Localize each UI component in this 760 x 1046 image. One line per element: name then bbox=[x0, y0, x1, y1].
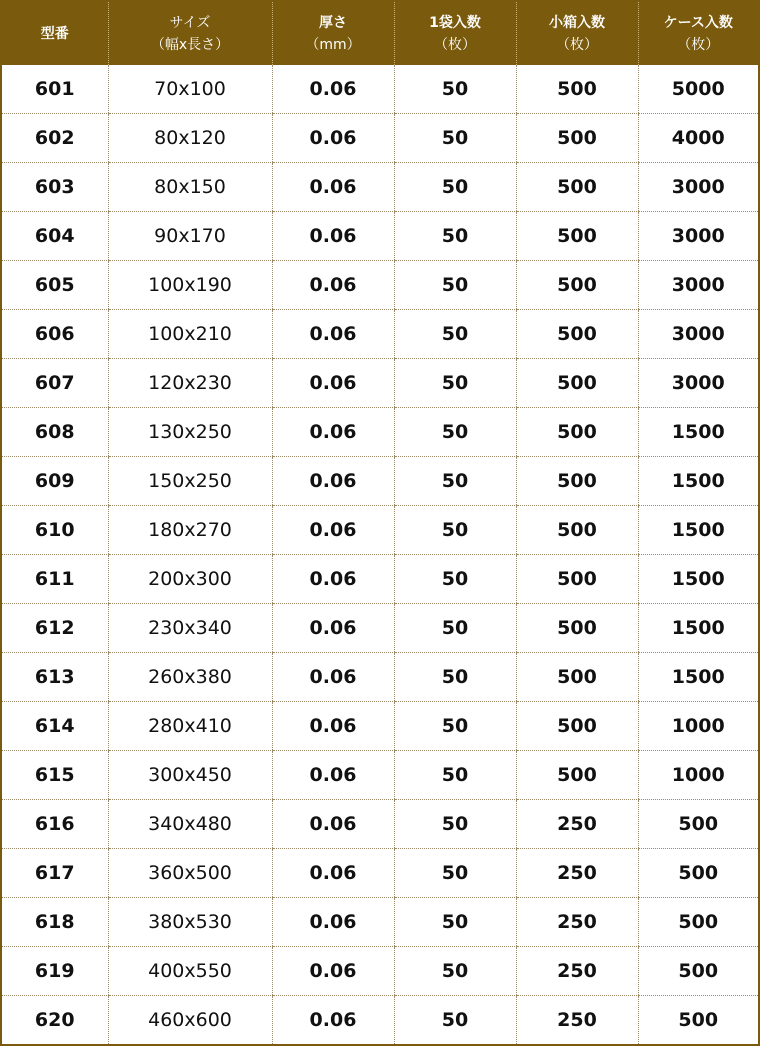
cell-thickness: 0.06 bbox=[272, 604, 394, 653]
cell-per-bag: 50 bbox=[394, 65, 516, 114]
header-per-small-box-unit: （枚） bbox=[556, 36, 598, 53]
cell-model-number: 613 bbox=[2, 653, 108, 702]
cell-size: 180x270 bbox=[108, 506, 272, 555]
cell-per-bag: 50 bbox=[394, 604, 516, 653]
table-row bbox=[2, 212, 758, 261]
cell-per-case: 1000 bbox=[638, 702, 758, 751]
table-row bbox=[2, 359, 758, 408]
header-model-number-label: 型番 bbox=[40, 25, 69, 42]
cell-model-number: 616 bbox=[2, 800, 108, 849]
cell-thickness: 0.06 bbox=[272, 114, 394, 163]
header-thickness bbox=[272, 2, 394, 65]
cell-model-number: 601 bbox=[2, 65, 108, 114]
cell-size: 90x170 bbox=[108, 212, 272, 261]
cell-size: 400x550 bbox=[108, 947, 272, 996]
cell-per-case: 500 bbox=[638, 898, 758, 947]
cell-per-bag: 50 bbox=[394, 506, 516, 555]
cell-per-case: 3000 bbox=[638, 212, 758, 261]
cell-per-small-box: 500 bbox=[516, 114, 638, 163]
cell-thickness: 0.06 bbox=[272, 947, 394, 996]
cell-per-case: 1500 bbox=[638, 408, 758, 457]
cell-per-small-box: 500 bbox=[516, 555, 638, 604]
header-row bbox=[2, 2, 758, 65]
table-row bbox=[2, 849, 758, 898]
header-per-small-box-label: 小箱入数 bbox=[549, 14, 605, 31]
header-per-bag-label: 1袋入数 bbox=[429, 14, 481, 31]
cell-model-number: 609 bbox=[2, 457, 108, 506]
cell-per-bag: 50 bbox=[394, 996, 516, 1045]
cell-per-bag: 50 bbox=[394, 408, 516, 457]
cell-thickness: 0.06 bbox=[272, 212, 394, 261]
cell-per-bag: 50 bbox=[394, 114, 516, 163]
table-row bbox=[2, 408, 758, 457]
cell-model-number: 612 bbox=[2, 604, 108, 653]
cell-per-small-box: 500 bbox=[516, 65, 638, 114]
header-per-case-unit: （枚） bbox=[677, 36, 720, 53]
table-row bbox=[2, 898, 758, 947]
cell-thickness: 0.06 bbox=[272, 751, 394, 800]
header-per-case bbox=[638, 2, 758, 65]
cell-per-bag: 50 bbox=[394, 359, 516, 408]
cell-thickness: 0.06 bbox=[272, 457, 394, 506]
cell-per-case: 5000 bbox=[638, 65, 758, 114]
cell-per-small-box: 250 bbox=[516, 898, 638, 947]
cell-model-number: 604 bbox=[2, 212, 108, 261]
cell-size: 230x340 bbox=[108, 604, 272, 653]
cell-per-small-box: 500 bbox=[516, 457, 638, 506]
cell-per-small-box: 500 bbox=[516, 163, 638, 212]
cell-thickness: 0.06 bbox=[272, 653, 394, 702]
cell-per-case: 1500 bbox=[638, 653, 758, 702]
cell-model-number: 606 bbox=[2, 310, 108, 359]
cell-per-bag: 50 bbox=[394, 457, 516, 506]
header-per-small-box bbox=[516, 2, 638, 65]
cell-per-small-box: 500 bbox=[516, 408, 638, 457]
cell-model-number: 610 bbox=[2, 506, 108, 555]
cell-per-small-box: 500 bbox=[516, 751, 638, 800]
cell-model-number: 618 bbox=[2, 898, 108, 947]
cell-per-case: 500 bbox=[638, 800, 758, 849]
cell-per-small-box: 250 bbox=[516, 849, 638, 898]
cell-per-bag: 50 bbox=[394, 310, 516, 359]
header-size-unit: （幅x長さ） bbox=[150, 36, 230, 53]
cell-per-case: 500 bbox=[638, 996, 758, 1045]
cell-model-number: 614 bbox=[2, 702, 108, 751]
cell-size: 300x450 bbox=[108, 751, 272, 800]
product-spec-table bbox=[2, 2, 758, 1044]
cell-model-number: 611 bbox=[2, 555, 108, 604]
cell-thickness: 0.06 bbox=[272, 261, 394, 310]
table-row bbox=[2, 653, 758, 702]
cell-size: 260x380 bbox=[108, 653, 272, 702]
header-per-bag-unit: （枚） bbox=[434, 36, 476, 53]
cell-size: 120x230 bbox=[108, 359, 272, 408]
cell-thickness: 0.06 bbox=[272, 898, 394, 947]
header-per-bag bbox=[394, 2, 516, 65]
cell-model-number: 620 bbox=[34, 1009, 75, 1031]
cell-per-small-box: 250 bbox=[516, 800, 638, 849]
cell-size: 360x500 bbox=[108, 849, 272, 898]
cell-thickness: 0.06 bbox=[272, 555, 394, 604]
cell-per-bag: 50 bbox=[394, 898, 516, 947]
cell-thickness: 0.06 bbox=[272, 506, 394, 555]
cell-per-case: 3000 bbox=[638, 310, 758, 359]
cell-thickness: 0.06 bbox=[272, 310, 394, 359]
cell-per-bag: 50 bbox=[394, 555, 516, 604]
cell-size: 200x300 bbox=[108, 555, 272, 604]
cell-size: 280x410 bbox=[108, 702, 272, 751]
cell-size: 70x100 bbox=[108, 65, 272, 114]
cell-per-small-box: 500 bbox=[516, 653, 638, 702]
cell-model-number: 607 bbox=[2, 359, 108, 408]
cell-per-small-box: 500 bbox=[516, 506, 638, 555]
header-model-number bbox=[2, 2, 108, 65]
table-row bbox=[2, 947, 758, 996]
cell-thickness: 0.06 bbox=[272, 849, 394, 898]
cell-size: 340x480 bbox=[108, 800, 272, 849]
cell-per-bag: 50 bbox=[394, 947, 516, 996]
header-thickness-unit: （mm） bbox=[305, 36, 361, 53]
cell-per-bag: 50 bbox=[394, 702, 516, 751]
cell-per-bag: 50 bbox=[394, 261, 516, 310]
cell-per-case: 1500 bbox=[638, 604, 758, 653]
cell-size: 80x120 bbox=[108, 114, 272, 163]
table-row bbox=[2, 996, 758, 1045]
table-row bbox=[2, 555, 758, 604]
table-row bbox=[2, 506, 758, 555]
cell-thickness: 0.06 bbox=[272, 996, 394, 1045]
cell-thickness: 0.06 bbox=[272, 702, 394, 751]
cell-per-bag: 50 bbox=[394, 751, 516, 800]
cell-per-small-box: 250 bbox=[516, 996, 638, 1045]
cell-per-case: 1500 bbox=[638, 457, 758, 506]
table-row bbox=[2, 702, 758, 751]
cell-per-bag: 50 bbox=[394, 163, 516, 212]
cell-thickness: 0.06 bbox=[272, 163, 394, 212]
cell-size: 380x530 bbox=[108, 898, 272, 947]
cell-thickness: 0.06 bbox=[272, 408, 394, 457]
cell-size: 80x150 bbox=[108, 163, 272, 212]
cell-size: 100x210 bbox=[108, 310, 272, 359]
header-per-case-label: ケース入数 bbox=[663, 14, 733, 31]
cell-thickness: 0.06 bbox=[272, 359, 394, 408]
cell-size: 100x190 bbox=[108, 261, 272, 310]
table-row bbox=[2, 457, 758, 506]
cell-per-case: 3000 bbox=[638, 261, 758, 310]
cell-per-small-box: 500 bbox=[516, 702, 638, 751]
cell-model-number: 602 bbox=[2, 114, 108, 163]
cell-per-bag: 50 bbox=[394, 800, 516, 849]
table-row bbox=[2, 751, 758, 800]
cell-model-number: 619 bbox=[2, 947, 108, 996]
cell-per-small-box: 250 bbox=[516, 947, 638, 996]
table-row bbox=[2, 163, 758, 212]
cell-per-case: 4000 bbox=[638, 114, 758, 163]
cell-per-bag: 50 bbox=[394, 849, 516, 898]
table-row bbox=[2, 261, 758, 310]
cell-per-case: 3000 bbox=[638, 163, 758, 212]
cell-per-case: 1500 bbox=[638, 555, 758, 604]
cell-per-case: 1500 bbox=[638, 506, 758, 555]
header-size-label: サイズ bbox=[169, 14, 211, 31]
cell-model-number: 617 bbox=[2, 849, 108, 898]
cell-model-number: 603 bbox=[2, 163, 108, 212]
table-row bbox=[2, 800, 758, 849]
header-thickness-label: 厚さ bbox=[319, 14, 347, 31]
cell-per-small-box: 500 bbox=[516, 310, 638, 359]
table-row bbox=[2, 65, 758, 114]
cell-thickness: 0.06 bbox=[272, 65, 394, 114]
cell-model-number: 605 bbox=[2, 261, 108, 310]
cell-model-number: 615 bbox=[2, 751, 108, 800]
table-row bbox=[2, 114, 758, 163]
table-header bbox=[2, 2, 758, 65]
cell-model-number: 608 bbox=[2, 408, 108, 457]
cell-per-small-box: 500 bbox=[516, 604, 638, 653]
header-size bbox=[108, 2, 272, 65]
cell-size: 460x600 bbox=[108, 996, 272, 1045]
cell-per-case: 500 bbox=[638, 947, 758, 996]
cell-size: 150x250 bbox=[108, 457, 272, 506]
cell-size: 130x250 bbox=[108, 408, 272, 457]
cell-per-bag: 50 bbox=[394, 212, 516, 261]
table-row bbox=[2, 604, 758, 653]
cell-per-bag: 50 bbox=[394, 653, 516, 702]
cell-per-case: 1000 bbox=[638, 751, 758, 800]
cell-per-small-box: 500 bbox=[516, 261, 638, 310]
cell-per-case: 3000 bbox=[638, 359, 758, 408]
cell-per-small-box: 500 bbox=[516, 359, 638, 408]
cell-thickness: 0.06 bbox=[272, 800, 394, 849]
cell-per-case: 500 bbox=[638, 849, 758, 898]
cell-per-small-box: 500 bbox=[516, 212, 638, 261]
table-body bbox=[2, 65, 758, 1044]
table-row bbox=[2, 310, 758, 359]
